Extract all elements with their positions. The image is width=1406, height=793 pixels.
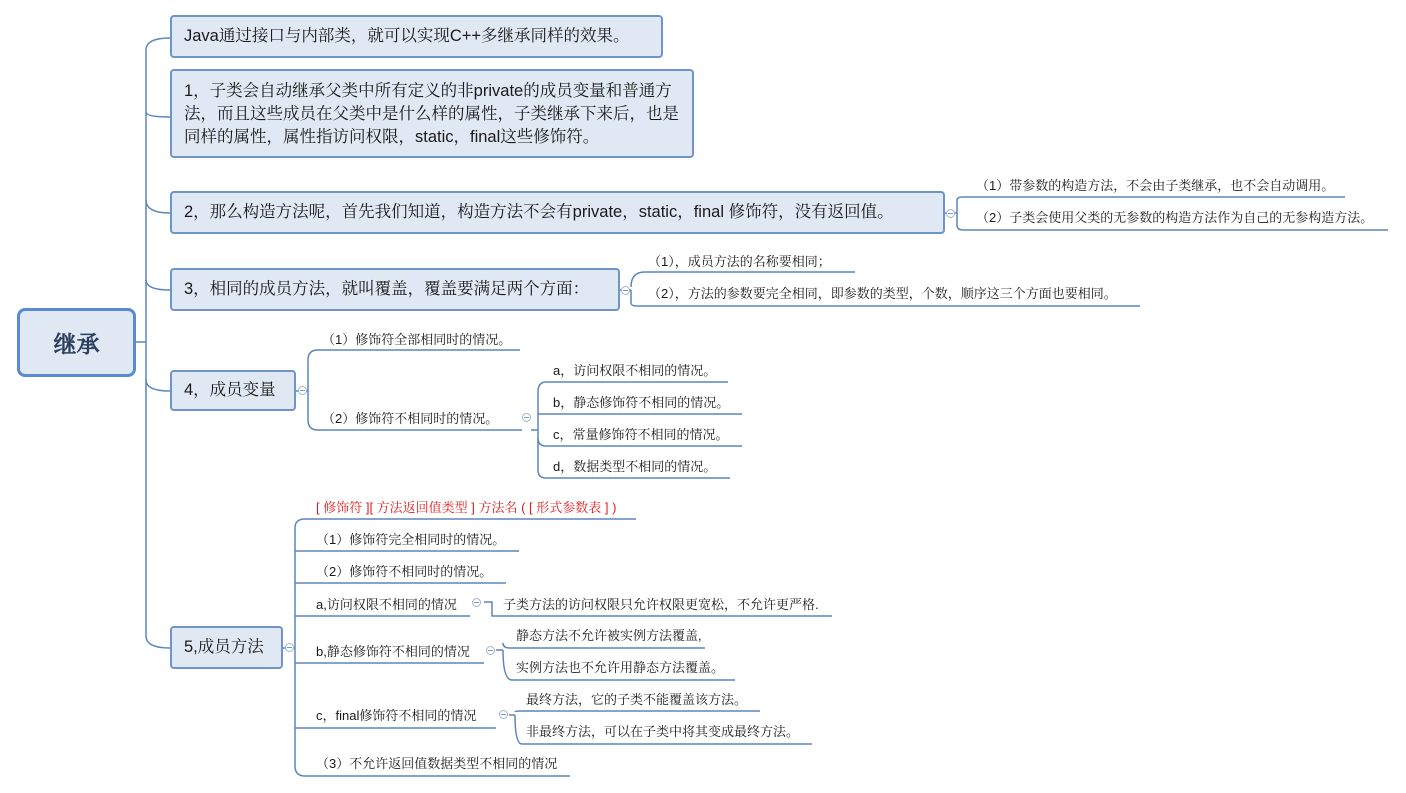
method-case[interactable]: a,访问权限不相同的情况 — [316, 597, 457, 612]
collapse-toggle-icon[interactable] — [499, 710, 508, 719]
method-case[interactable]: （2）修饰符不相同时的情况。 — [316, 564, 493, 579]
method-detail[interactable]: 最终方法，它的子类不能覆盖该方法。 — [526, 692, 748, 707]
collapse-toggle-icon[interactable] — [486, 646, 495, 655]
branch-member-methods[interactable]: 5,成员方法 — [170, 626, 283, 669]
override-condition[interactable]: （2），方法的参数要完全相同，即参数的类型，个数，顺序这三个方面也要相同。 — [648, 286, 1117, 301]
method-case[interactable]: b,静态修饰符不相同的情况 — [316, 644, 470, 659]
collapse-toggle-icon[interactable] — [298, 386, 307, 395]
method-signature[interactable]: [ 修饰符 ][ 方法返回值类型 ] 方法名 ( [ 形式参数表 ] ) — [316, 500, 617, 515]
override-condition[interactable]: （1），成员方法的名称要相同； — [648, 254, 831, 269]
method-case[interactable]: c，final修饰符不相同的情况 — [316, 708, 477, 723]
collapse-toggle-icon[interactable] — [621, 286, 630, 295]
method-case[interactable]: （3）不允许返回值数据类型不相同的情况 — [316, 756, 558, 771]
variable-case[interactable]: （2）修饰符不相同时的情况。 — [322, 411, 499, 426]
method-detail[interactable]: 子类方法的访问权限只允许权限更宽松，不允许更严格. — [503, 597, 819, 612]
variable-case[interactable]: （1）修饰符全部相同时的情况。 — [322, 332, 512, 347]
collapse-toggle-icon[interactable] — [285, 643, 294, 652]
collapse-toggle-icon[interactable] — [946, 209, 955, 218]
method-detail[interactable]: 非最终方法，可以在子类中将其变成最终方法。 — [526, 724, 800, 739]
method-detail[interactable]: 实例方法也不允许用静态方法覆盖。 — [516, 660, 725, 675]
variable-subcase[interactable]: b，静态修饰符不相同的情况。 — [553, 395, 730, 410]
branch-java-interfaces[interactable]: Java通过接口与内部类，就可以实现C++多继承同样的效果。 — [170, 15, 663, 58]
variable-subcase[interactable]: d，数据类型不相同的情况。 — [553, 459, 717, 474]
method-case[interactable]: （1）修饰符完全相同时的情况。 — [316, 532, 506, 547]
branch-override[interactable]: 3，相同的成员方法，就叫覆盖，覆盖要满足两个方面： — [170, 268, 620, 311]
branch-constructors[interactable]: 2，那么构造方法呢，首先我们知道，构造方法不会有private，static，final 修饰符，没有返回值。 — [170, 191, 945, 234]
collapse-toggle-icon[interactable] — [522, 413, 531, 422]
method-detail[interactable]: 静态方法不允许被实例方法覆盖, — [516, 628, 702, 643]
constructor-note[interactable]: （2）子类会使用父类的无参数的构造方法作为自己的无参构造方法。 — [976, 210, 1374, 225]
collapse-toggle-icon[interactable] — [472, 598, 481, 607]
branch-member-variables[interactable]: 4，成员变量 — [170, 370, 296, 411]
variable-subcase[interactable]: c，常量修饰符不相同的情况。 — [553, 427, 729, 442]
variable-subcase[interactable]: a，访问权限不相同的情况。 — [553, 363, 717, 378]
root-node[interactable]: 继承 — [17, 308, 136, 377]
constructor-note[interactable]: （1）带参数的构造方法，不会由子类继承，也不会自动调用。 — [976, 178, 1335, 193]
branch-auto-inherit[interactable]: 1，子类会自动继承父类中所有定义的非private的成员变量和普通方法，而且这些成员在父类中是什么样的属性，子类继承下来后，也是同样的属性，属性指访问权限，static，final这些修饰符。 — [170, 69, 694, 158]
